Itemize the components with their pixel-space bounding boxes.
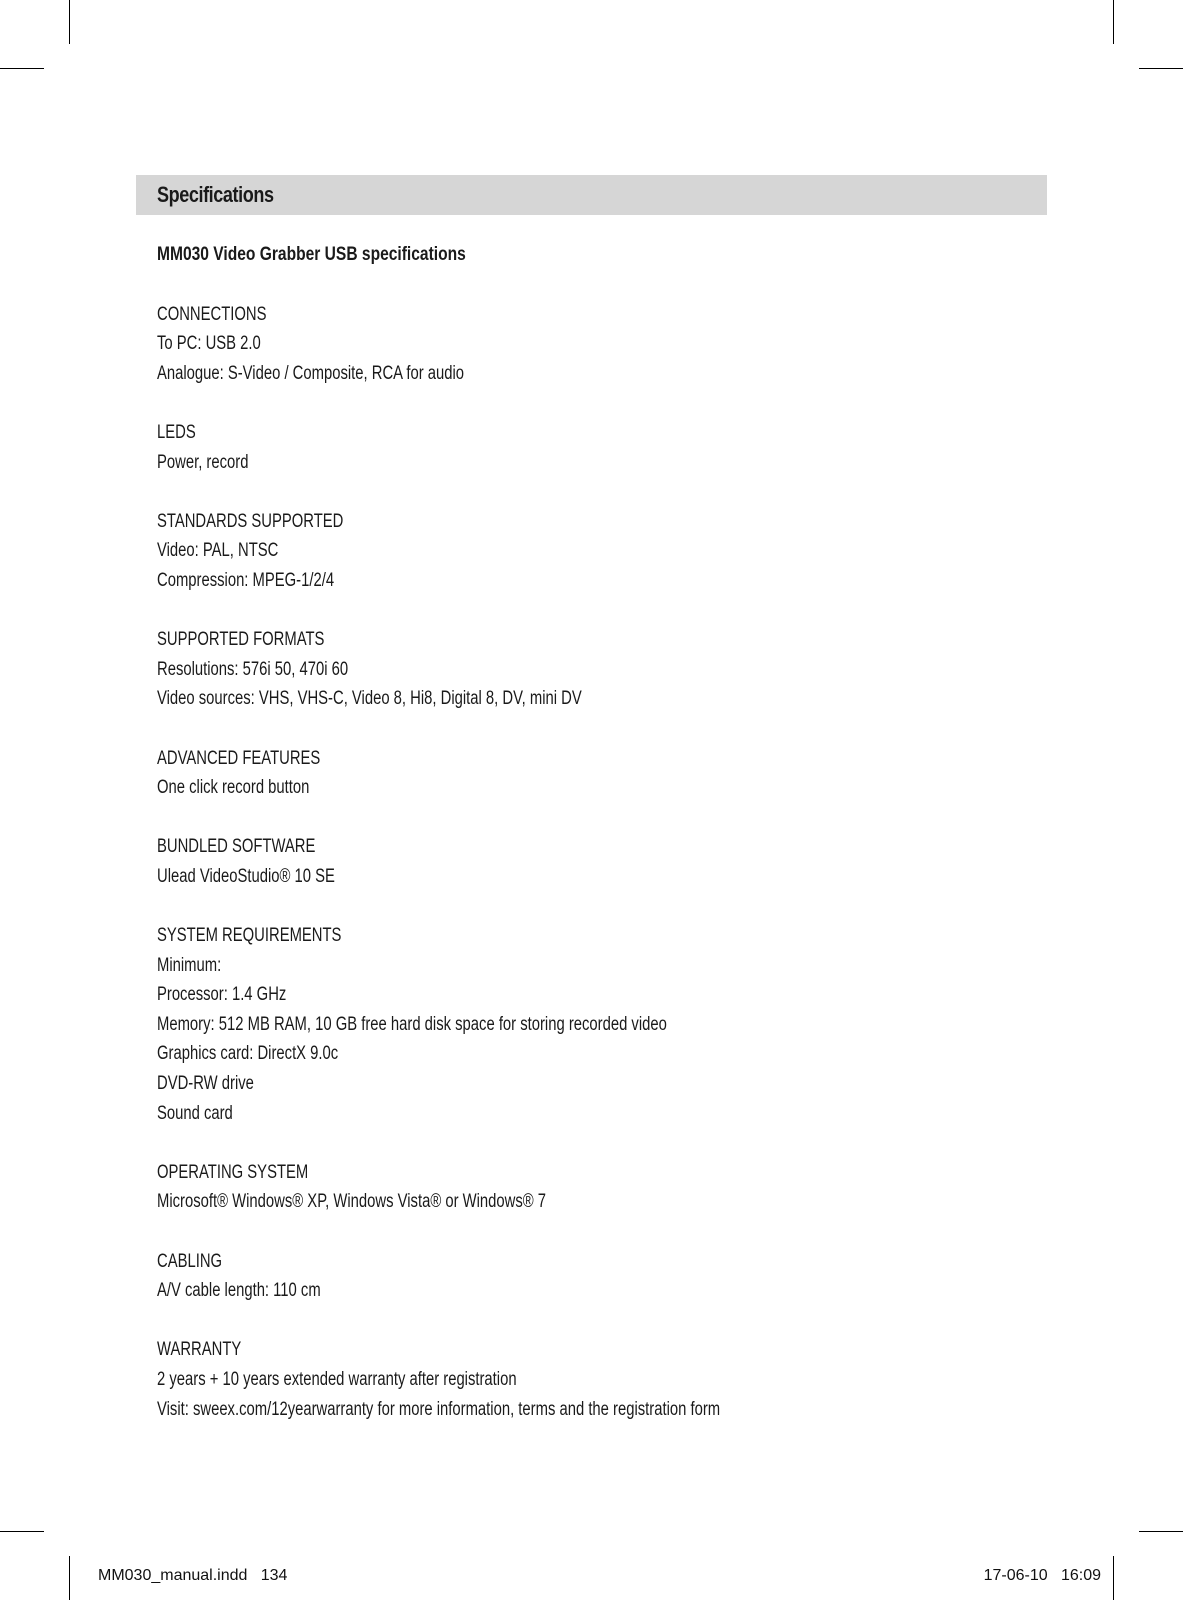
spec-section bbox=[157, 507, 1017, 596]
section-title: CONNECTIONS bbox=[157, 303, 267, 325]
spec-section bbox=[157, 1335, 1017, 1424]
section-line: Compression: MPEG-1/2/4 bbox=[157, 569, 335, 591]
section-line: Visit: sweex.com/12yearwarranty for more information, terms and the registration form bbox=[157, 1398, 721, 1420]
crop-mark-bottom-right bbox=[1113, 1556, 1114, 1600]
spec-section bbox=[157, 744, 1017, 803]
spec-section bbox=[157, 1158, 1017, 1217]
section-line: One click record button bbox=[157, 777, 310, 799]
spec-sections bbox=[157, 300, 1017, 1425]
section-line: Power, record bbox=[157, 451, 249, 473]
section-title: CABLING bbox=[157, 1250, 223, 1272]
section-title: WARRANTY bbox=[157, 1339, 242, 1361]
spec-subtitle: MM030 Video Grabber USB specifications bbox=[157, 244, 466, 265]
section-title: STANDARDS SUPPORTED bbox=[157, 510, 344, 532]
crop-mark-bottom-left bbox=[69, 1556, 70, 1600]
spec-section bbox=[157, 921, 1017, 1128]
spec-section bbox=[157, 418, 1017, 477]
crop-mark-bottom-left-h bbox=[0, 1531, 44, 1532]
footer-file-info: MM030_manual.indd 134 bbox=[98, 1567, 288, 1584]
crop-mark-top-right-h bbox=[1139, 68, 1183, 69]
section-title: SUPPORTED FORMATS bbox=[157, 629, 325, 651]
spec-section bbox=[157, 625, 1017, 714]
section-line: Processor: 1.4 GHz bbox=[157, 984, 287, 1006]
section-title: ADVANCED FEATURES bbox=[157, 747, 321, 769]
crop-mark-top-left bbox=[69, 0, 70, 44]
spec-section bbox=[157, 300, 1017, 389]
crop-mark-top-left-h bbox=[0, 68, 44, 69]
section-title: OPERATING SYSTEM bbox=[157, 1161, 309, 1183]
section-title: SYSTEM REQUIREMENTS bbox=[157, 925, 342, 947]
section-line: Sound card bbox=[157, 1102, 233, 1124]
section-line: Graphics card: DirectX 9.0c bbox=[157, 1043, 339, 1065]
section-line: Microsoft® Windows® XP, Windows Vista® or Windows® 7 bbox=[157, 1191, 547, 1213]
section-line: Video: PAL, NTSC bbox=[157, 540, 279, 562]
section-line: Video sources: VHS, VHS-C, Video 8, Hi8, Digital 8, DV, mini DV bbox=[157, 688, 582, 710]
section-line: Minimum: bbox=[157, 954, 222, 976]
section-line: Resolutions: 576i 50, 470i 60 bbox=[157, 658, 349, 680]
section-line: 2 years + 10 years extended warranty after registration bbox=[157, 1368, 517, 1390]
section-line: To PC: USB 2.0 bbox=[157, 333, 261, 355]
section-title: BUNDLED SOFTWARE bbox=[157, 836, 316, 858]
spec-section bbox=[157, 832, 1017, 891]
page-title: Specifications bbox=[157, 182, 274, 207]
crop-mark-bottom-right-h bbox=[1139, 1531, 1183, 1532]
section-line: Analogue: S-Video / Composite, RCA for audio bbox=[157, 362, 465, 384]
spec-section bbox=[157, 1247, 1017, 1306]
spec-content bbox=[157, 240, 1017, 1454]
section-line: DVD-RW drive bbox=[157, 1073, 254, 1095]
section-line: A/V cable length: 110 cm bbox=[157, 1280, 321, 1302]
section-title: LEDS bbox=[157, 421, 196, 443]
crop-mark-top-right bbox=[1113, 0, 1114, 44]
footer-datetime: 17-06-10 16:09 bbox=[983, 1567, 1101, 1584]
section-line: Memory: 512 MB RAM, 10 GB free hard disk space for storing recorded video bbox=[157, 1013, 667, 1035]
section-line: Ulead VideoStudio® 10 SE bbox=[157, 865, 335, 887]
